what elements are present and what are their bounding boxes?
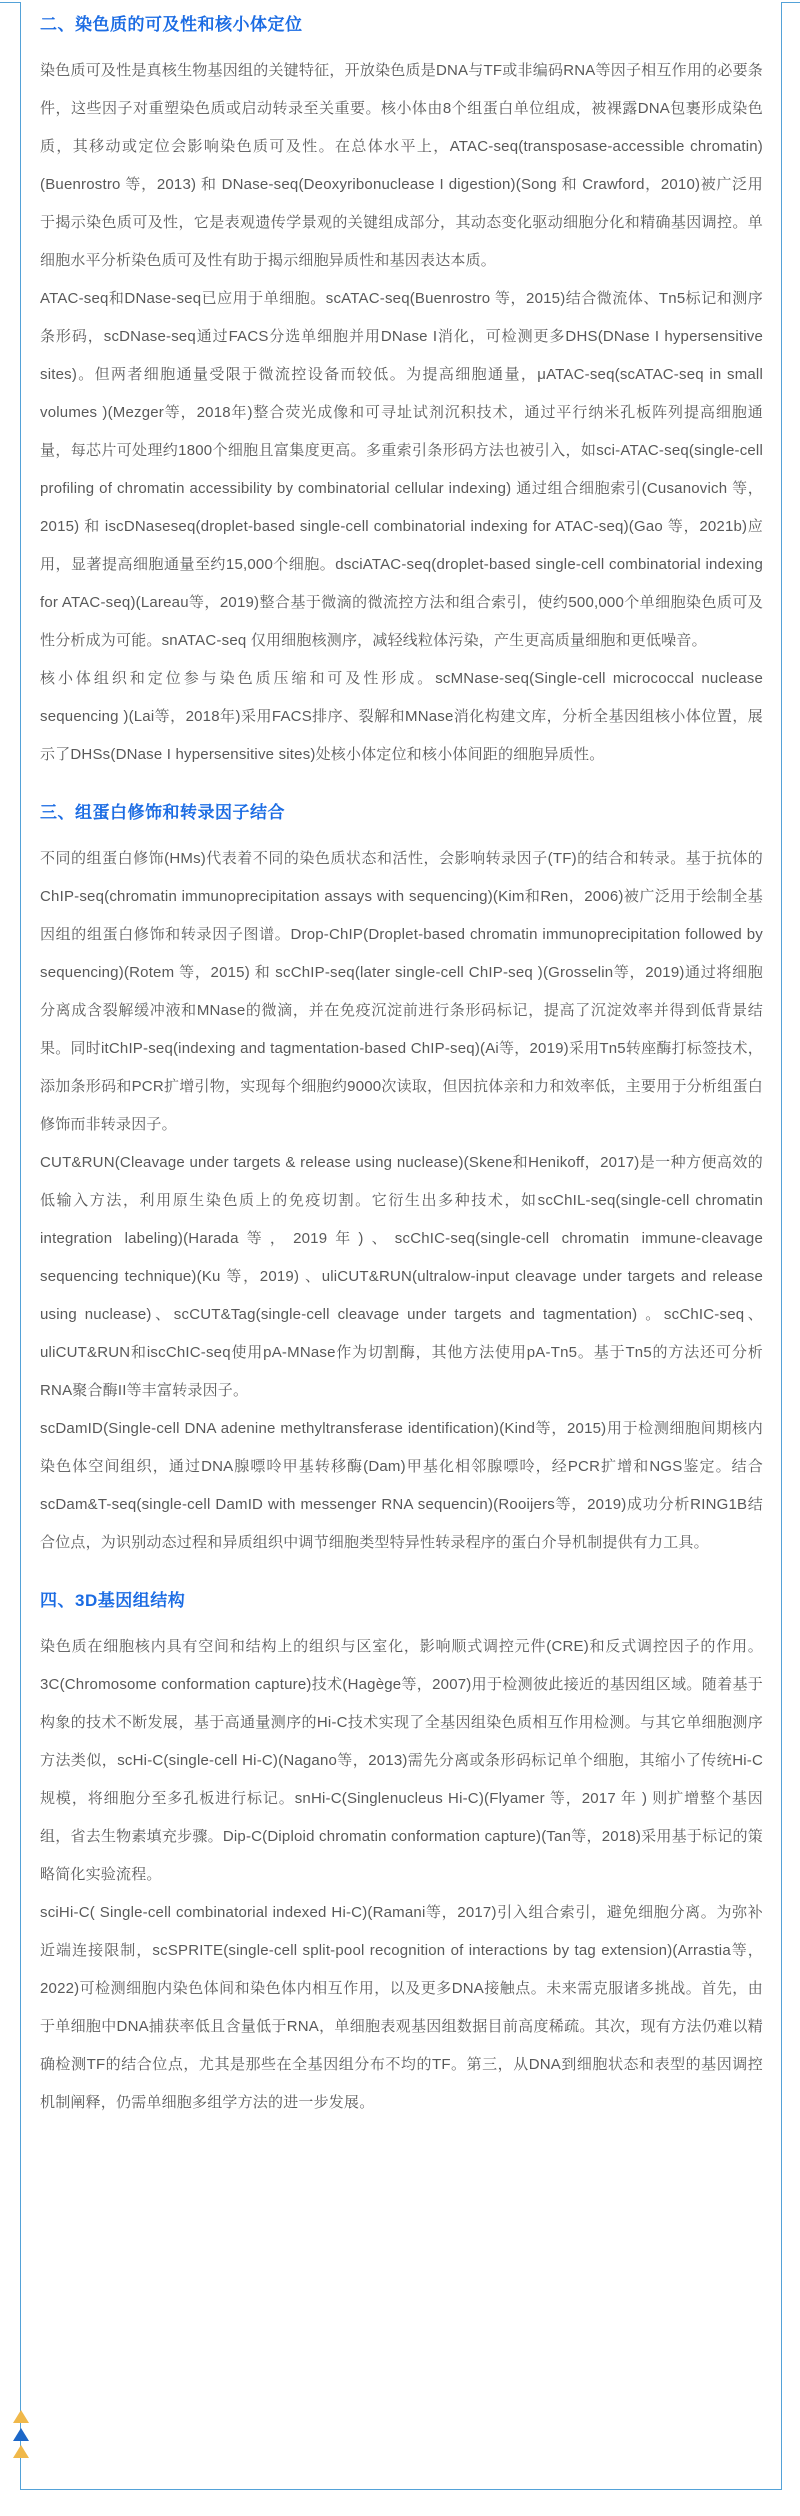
section-heading-2: 二、染色质的可及性和核小体定位 [40,15,303,34]
document-frame [20,2,782,2490]
paragraph: CUT&RUN(Cleavage under targets & release using nuclease)(Skene和Henikoff，2017)是一种方便高效的低输入方法，利用原生染色质上的免疫切割。它衍生出多种技术，如scChIL-seq(single-cell chromatin integration labeling)(Harada等，2019年)、scChIC-seq(single-cell chromatin immune-cleavage sequencing technique)(Ku 等，2019) 、uliCUT&RUN(ultralow-input cleavage under targets and release using nuclease)、scCUT&Tag(single-cell cleavage under targets and tagmentation) 。scChIC-seq、uliCUT&RUN和iscChIC-seq使用pA-MNase作为切割酶，其他方法使用pA-Tn5。基于Tn5的方法还可分析RNA聚合酶II等丰富转录因子。 [40,1154,763,1399]
paragraph: 染色质可及性是真核生物基因组的关键特征，开放染色质是DNA与TF或非编码RNA等因子相互作用的必要条件，这些因子对重塑染色质或启动转录至关重要。核小体由8个组蛋白单位组成，被裸露DNA包裹形成染色质，其移动或定位会影响染色质可及性。在总体水平上，ATAC-seq(transposase-accessible chromatin)(Buenrostro 等，2013) 和 DNase-seq(Deoxyribonuclease I digestion)(Song 和 Crawford，2010)被广泛用于揭示染色质可及性，它是表观遗传学景观的关键组成部分，其动态变化驱动细胞分化和精确基因调控。单细胞水平分析染色质可及性有助于揭示细胞异质性和基因表达本质。 [40,62,763,269]
paragraph: ATAC-seq和DNase-seq已应用于单细胞。scATAC-seq(Buenrostro 等，2015)结合微流体、Tn5标记和测序条形码，scDNase-seq通过FACS分选单细胞并用DNase I消化，可检测更多DHS(DNase I hypersensitive sites)。但两者细胞通量受限于微流控设备而较低。为提高细胞通量，μATAC-seq(scATAC-seq in small volumes )(Mezger等，2018年)整合荧光成像和可寻址试剂沉积技术，通过平行纳米孔板阵列提高细胞通量，每芯片可处理约1800个细胞且富集度更高。多重索引条形码方法也被引入，如sci-ATAC-seq(single-cell profiling of chromatin accessibility by combinatorial cellular indexing) 通过组合细胞索引(Cusanovich 等，2015) 和 iscDNaseseq(droplet-based single-cell combinatorial indexing for ATAC-seq)(Gao 等，2021b)应用，显著提高细胞通量至约15,000个细胞。dsciATAC-seq(droplet-based single-cell combinatorial indexing for ATAC-seq)(Lareau等，2019)整合基于微滴的微流控方法和组合索引，使约500,000个单细胞染色质可及性分析成为可能。snATAC-seq 仅用细胞核测序，减轻线粒体污染，产生更高质量细胞和更低噪音。 [40,290,763,649]
paragraph: sciHi-C( Single-cell combinatorial indexed Hi-C)(Ramani等，2017)引入组合索引，避免细胞分离。为弥补近端连接限制，scSPRITE(single-cell split-pool recognition of interactions by tag extension)(Arrastia等，2022)可检测细胞内染色体间和染色体内相互作用，以及更多DNA接触点。未来需克服诸多挑战。首先，由于单细胞中DNA捕获率低且含量低于RNA，单细胞表观基因组数据目前高度稀疏。其次，现有方法仍难以精确检测TF的结合位点，尤其是那些在全基因组分布不均的TF。第三，从DNA到细胞状态和表型的基因调控机制阐释，仍需单细胞多组学方法的进一步发展。 [40,1904,763,2111]
section-heading-3: 三、组蛋白修饰和转录因子结合 [40,803,285,822]
paragraph: 核小体组织和定位参与染色质压缩和可及性形成。scMNase-seq(Single-cell micrococcal nuclease sequencing )(Lai等，2018年)采用FACS排序、裂解和MNase消化构建文库，分析全基因组核小体位置，展示了DHSs(DNase I hypersensitive sites)处核小体定位和核小体间距的细胞异质性。 [40,670,763,763]
paragraph: 不同的组蛋白修饰(HMs)代表着不同的染色质状态和活性，会影响转录因子(TF)的结合和转录。基于抗体的ChIP-seq(chromatin immunoprecipitation assays with sequencing)(Kim和Ren，2006)被广泛用于绘制全基因组的组蛋白修饰和转录因子图谱。Drop-ChIP(Droplet-based chromatin immunoprecipitation followed by sequencing)(Rotem 等，2015) 和 scChIP-seq(later single-cell ChIP-seq )(Grosselin等，2019)通过将细胞分离成含裂解缓冲液和MNase的微滴，并在免疫沉淀前进行条形码标记，提高了沉淀效率并得到低背景结果。同时itChIP-seq(indexing and tagmentation-based ChIP-seq)(Ai等，2019)采用Tn5转座酶打标签技术，添加条形码和PCR扩增引物，实现每个细胞约9000次读取，但因抗体亲和力和效率低，主要用于分析组蛋白修饰而非转录因子。 [40,850,763,1133]
paragraph: 染色质在细胞核内具有空间和结构上的组织与区室化，影响顺式调控元件(CRE)和反式调控因子的作用。3C(Chromosome conformation capture)技术(Hagège等，2007)用于检测彼此接近的基因组区域。随着基于构象的技术不断发展，基于高通量测序的Hi-C技术实现了全基因组染色质相互作用检测。与其它单细胞测序方法类似，scHi-C(single-cell Hi-C)(Nagano等，2013)需先分离或条形码标记单个细胞，其缩小了传统Hi-C规模，将细胞分至多孔板进行标记。snHi-C(Singlenucleus Hi-C)(Flyamer 等，2017 年 ) 则扩增整个基因组，省去生物素填充步骤。Dip-C(Diploid chromatin conformation capture)(Tan等，2018)采用基于标记的策略简化实验流程。 [40,1638,763,1883]
section-3d-genome [40,1588,763,2122]
section-heading-4: 四、3D基因组结构 [40,1591,186,1610]
triangle-up-icon [13,2445,29,2458]
section-chromatin-accessibility [40,12,763,774]
triangle-up-icon [13,2410,29,2423]
triangle-up-icon [13,2428,29,2441]
paragraph: scDamID(Single-cell DNA adenine methyltransferase identification)(Kind等，2015)用于检测细胞间期核内染色体空间组织，通过DNA腺嘌呤甲基转移酶(Dam)甲基化相邻腺嘌呤，经PCR扩增和NGS鉴定。结合scDam&T-seq(single-cell DamID with messenger RNA sequencin)(Rooijers等，2019)成功分析RING1B结合位点，为识别动态过程和异质组织中调节细胞类型特异性转录程序的蛋白介导机制提供有力工具。 [40,1420,763,1551]
section-histone-modification [40,800,763,1562]
